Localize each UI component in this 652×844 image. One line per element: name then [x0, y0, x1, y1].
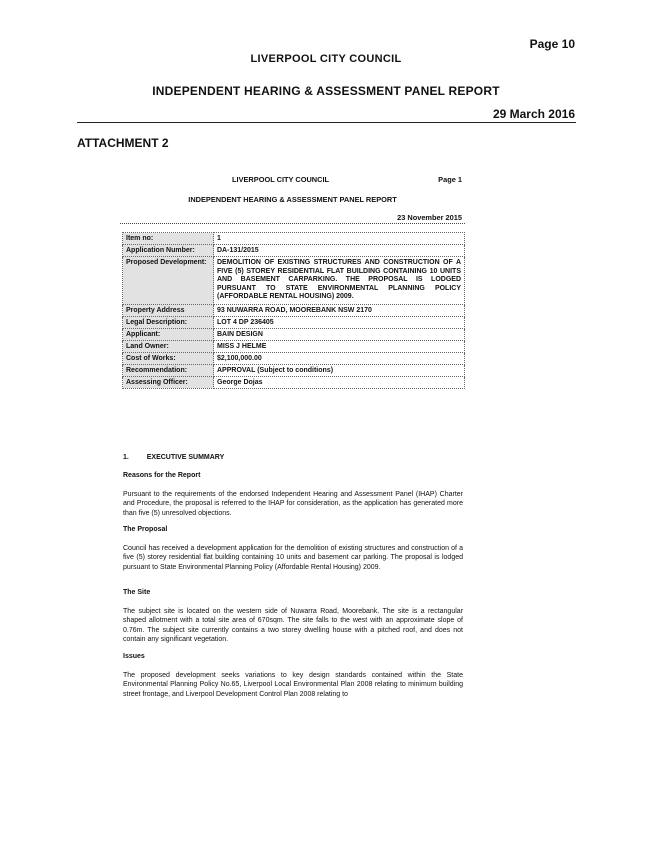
row-value: MISS J HELME: [214, 340, 465, 352]
council-name: LIVERPOOL CITY COUNCIL: [250, 53, 402, 65]
row-label: Recommendation:: [123, 364, 214, 376]
site-paragraph: The subject site is located on the western side of Nuwarra Road, Moorebank. The site is a rectangular shaped allotment with a total site area of 670sqm. The site falls to the west with an approximate slope of 0.76m. The subject site currently contains a two storey dwelling house with a pitched roof, and does not contain any significant vegetation.: [123, 608, 463, 643]
inner-rule: [120, 223, 465, 224]
table-row: [123, 233, 465, 245]
reasons-paragraph: Pursuant to the requirements of the endorsed Independent Hearing and Assessment Panel (IHAP) Charter and Procedure, the proposal is referred to the IHAP for consideration, as the application has generated more than five (5) unresolved objections.: [123, 491, 463, 517]
proposal-heading: The Proposal: [123, 526, 168, 533]
inner-council-name: LIVERPOOL CITY COUNCIL: [232, 175, 330, 184]
inner-page-number: Page 1: [438, 175, 462, 184]
table-row: [123, 245, 465, 257]
inner-report-date: 23 November 2015: [397, 213, 462, 222]
report-title: INDEPENDENT HEARING & ASSESSMENT PANEL REPORT: [152, 84, 500, 98]
row-value: 93 NUWARRA ROAD, MOOREBANK NSW 2170: [214, 304, 465, 316]
table-row: [123, 376, 465, 388]
row-value: LOT 4 DP 236405: [214, 316, 465, 328]
table-row: [123, 257, 465, 305]
row-label: Assessing Officer:: [123, 376, 214, 388]
row-value: BAIN DESIGN: [214, 328, 465, 340]
table-row: [123, 304, 465, 316]
row-value: DEMOLITION OF EXISTING STRUCTURES AND CONSTRUCTION OF A FIVE (5) STOREY RESIDENTIAL FLAT BUILDING CONTAINING 10 UNITS AND BASEMENT CARPARKING. THE PROPOSAL IS LODGED PURSUANT TO STATE ENVIRONMENTAL PLANNING POLICY (AFFORDABLE RENTAL HOUSING) 2009.: [214, 257, 465, 305]
row-value: 1: [214, 233, 465, 245]
site-heading: The Site: [123, 589, 151, 596]
row-value: $2,100,000.00: [214, 352, 465, 364]
section-heading: [123, 453, 463, 462]
row-value: DA-131/2015: [214, 245, 465, 257]
row-label: Application Number:: [123, 245, 214, 257]
row-label: Property Address: [123, 304, 214, 316]
inner-report-title: INDEPENDENT HEARING & ASSESSMENT PANEL REPORT: [188, 195, 397, 204]
row-value: George Dojas: [214, 376, 465, 388]
row-label: Applicant:: [123, 328, 214, 340]
issues-heading: Issues: [123, 653, 145, 660]
row-label: Item no:: [123, 233, 214, 245]
row-label: Proposed Development:: [123, 257, 214, 305]
table-row: [123, 340, 465, 352]
row-label: Cost of Works:: [123, 352, 214, 364]
row-label: Land Owner:: [123, 340, 214, 352]
row-value: APPROVAL (Subject to conditions): [214, 364, 465, 376]
reasons-heading: Reasons for the Report: [123, 472, 201, 479]
proposal-paragraph: Council has received a development application for the demolition of existing structures and construction of a five (5) storey residential flat building containing 10 units and basement car parking. The proposal is lodged pursuant to State Environmental Planning Policy (Affordable Rental Housing) 2009.: [123, 545, 463, 571]
section-number: 1.: [123, 454, 129, 461]
table-row: [123, 352, 465, 364]
row-label: Legal Description:: [123, 316, 214, 328]
issues-paragraph: The proposed development seeks variations to key design standards contained within the State Environmental Planning Policy No.65, Liverpool Local Environmental Plan 2008 relating to minimum building street frontage, and Liverpool Development Control Plan 2008 relating to: [123, 672, 463, 698]
application-details-table: [122, 232, 465, 389]
table-row: [123, 364, 465, 376]
attachment-label: ATTACHMENT 2: [77, 136, 169, 150]
table-row: [123, 316, 465, 328]
section-title: EXECUTIVE SUMMARY: [146, 454, 225, 461]
header-rule: [77, 122, 576, 123]
table-row: [123, 328, 465, 340]
report-date: 29 March 2016: [492, 107, 575, 121]
page-number: Page 10: [529, 37, 575, 51]
